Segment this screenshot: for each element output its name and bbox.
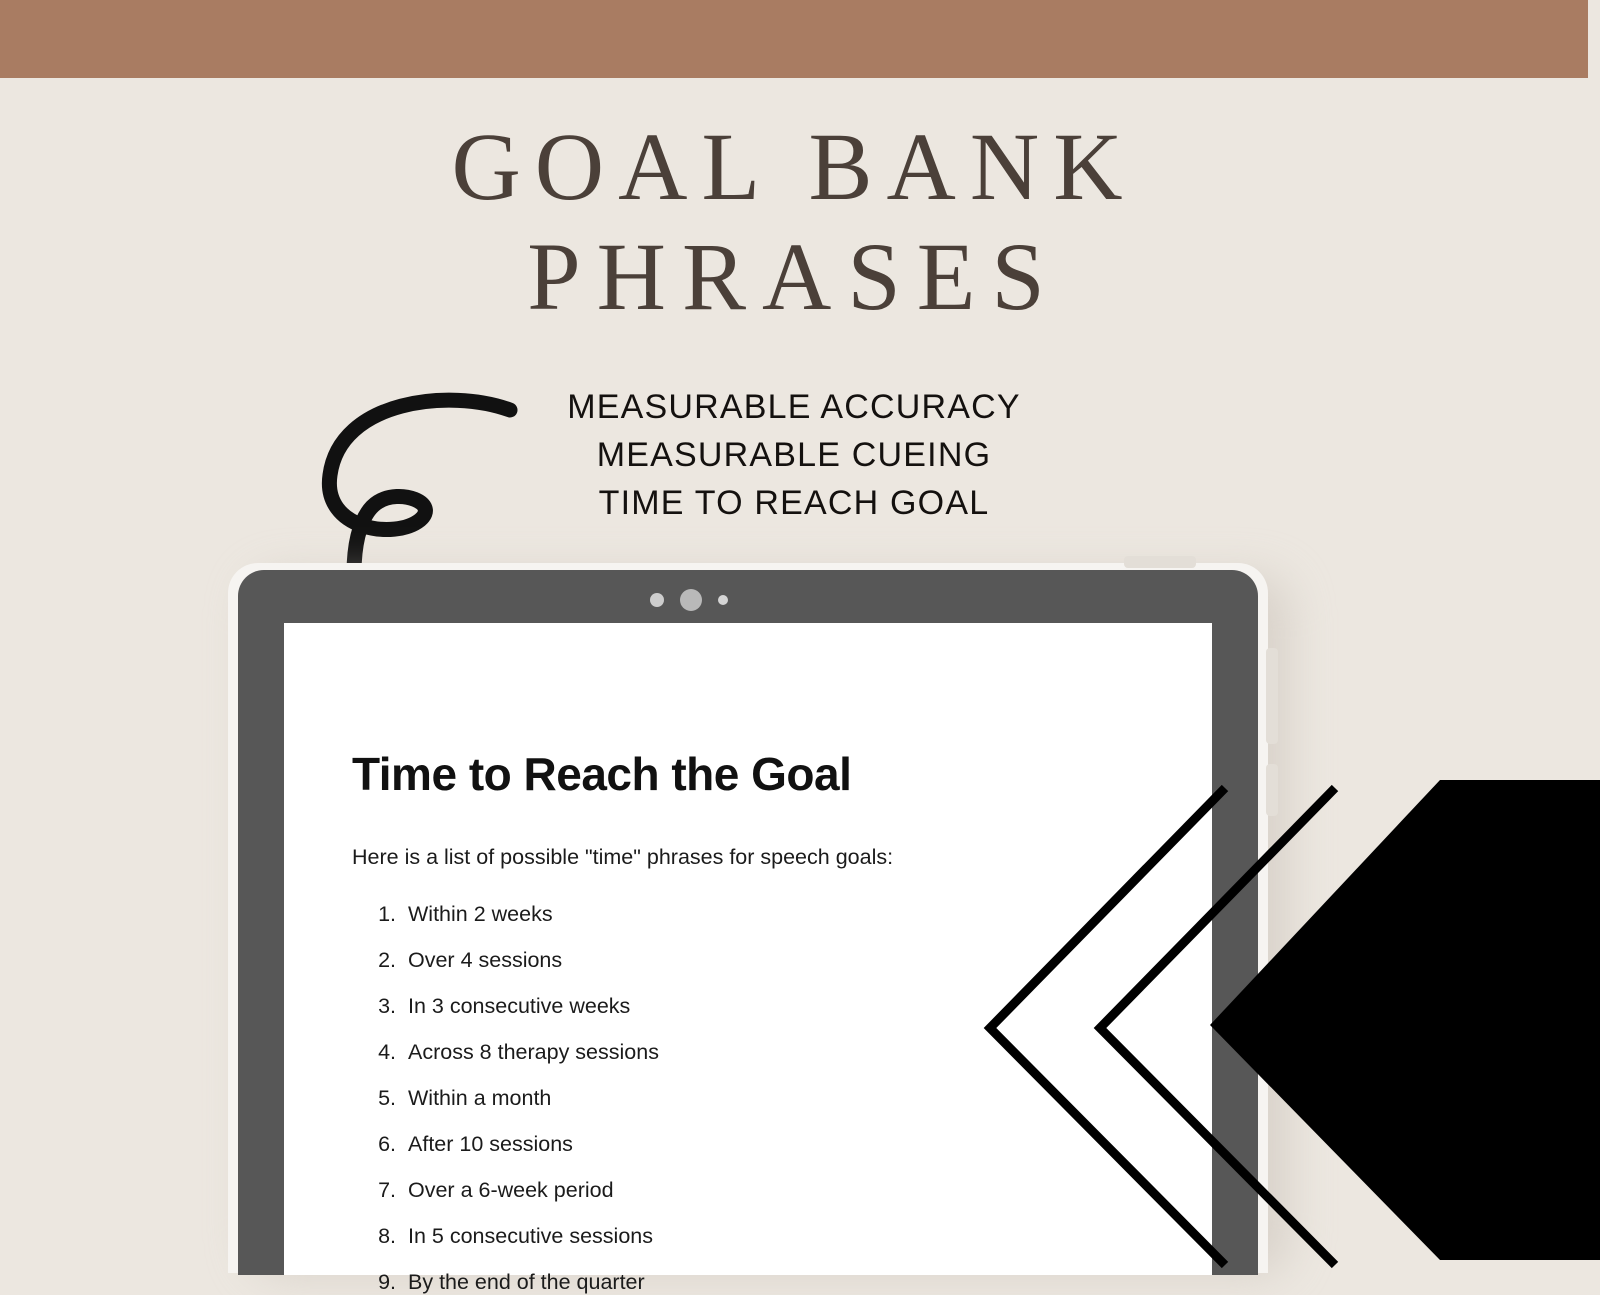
page-title-line-1: GOAL BANK	[451, 113, 1137, 220]
page-title	[0, 112, 1588, 333]
list-item: 2. Over 4 sessions	[402, 948, 659, 973]
tablet-volume-down-button[interactable]	[1266, 764, 1278, 816]
tablet-power-button[interactable]	[1124, 556, 1196, 568]
subtitle-line-2: MEASURABLE CUEING	[596, 436, 992, 474]
list-item: 4. Across 8 therapy sessions	[402, 1040, 659, 1065]
list-item: 6. After 10 sessions	[402, 1132, 659, 1157]
list-item: 8. In 5 consecutive sessions	[402, 1224, 659, 1249]
list-item: 9. By the end of the quarter	[402, 1270, 659, 1295]
top-color-bar	[0, 0, 1588, 78]
tablet-volume-up-button[interactable]	[1266, 648, 1278, 744]
document-title: Time to Reach the Goal	[352, 748, 852, 800]
subtitle-line-3: TIME TO REACH GOAL	[598, 484, 990, 522]
list-item: 7. Over a 6-week period	[402, 1178, 659, 1203]
page-title-line-2: PHRASES	[527, 223, 1061, 331]
list-item: 3. In 3 consecutive weeks	[402, 994, 659, 1019]
camera-dot-icon	[650, 593, 664, 607]
camera-lens-icon	[680, 589, 702, 611]
list-item: 1. Within 2 weeks	[402, 902, 659, 927]
subtitle-line-1: MEASURABLE ACCURACY	[567, 388, 1021, 426]
tablet-screen	[284, 623, 1212, 1294]
subtitle-block	[0, 383, 1588, 527]
camera-sensor-icon	[718, 595, 728, 605]
tablet-camera-array	[650, 588, 770, 612]
phrase-list	[352, 881, 659, 1295]
document-intro-text: Here is a list of possible "time" phrases for speech goals:	[352, 845, 894, 869]
list-item: 5. Within a month	[402, 1086, 659, 1111]
